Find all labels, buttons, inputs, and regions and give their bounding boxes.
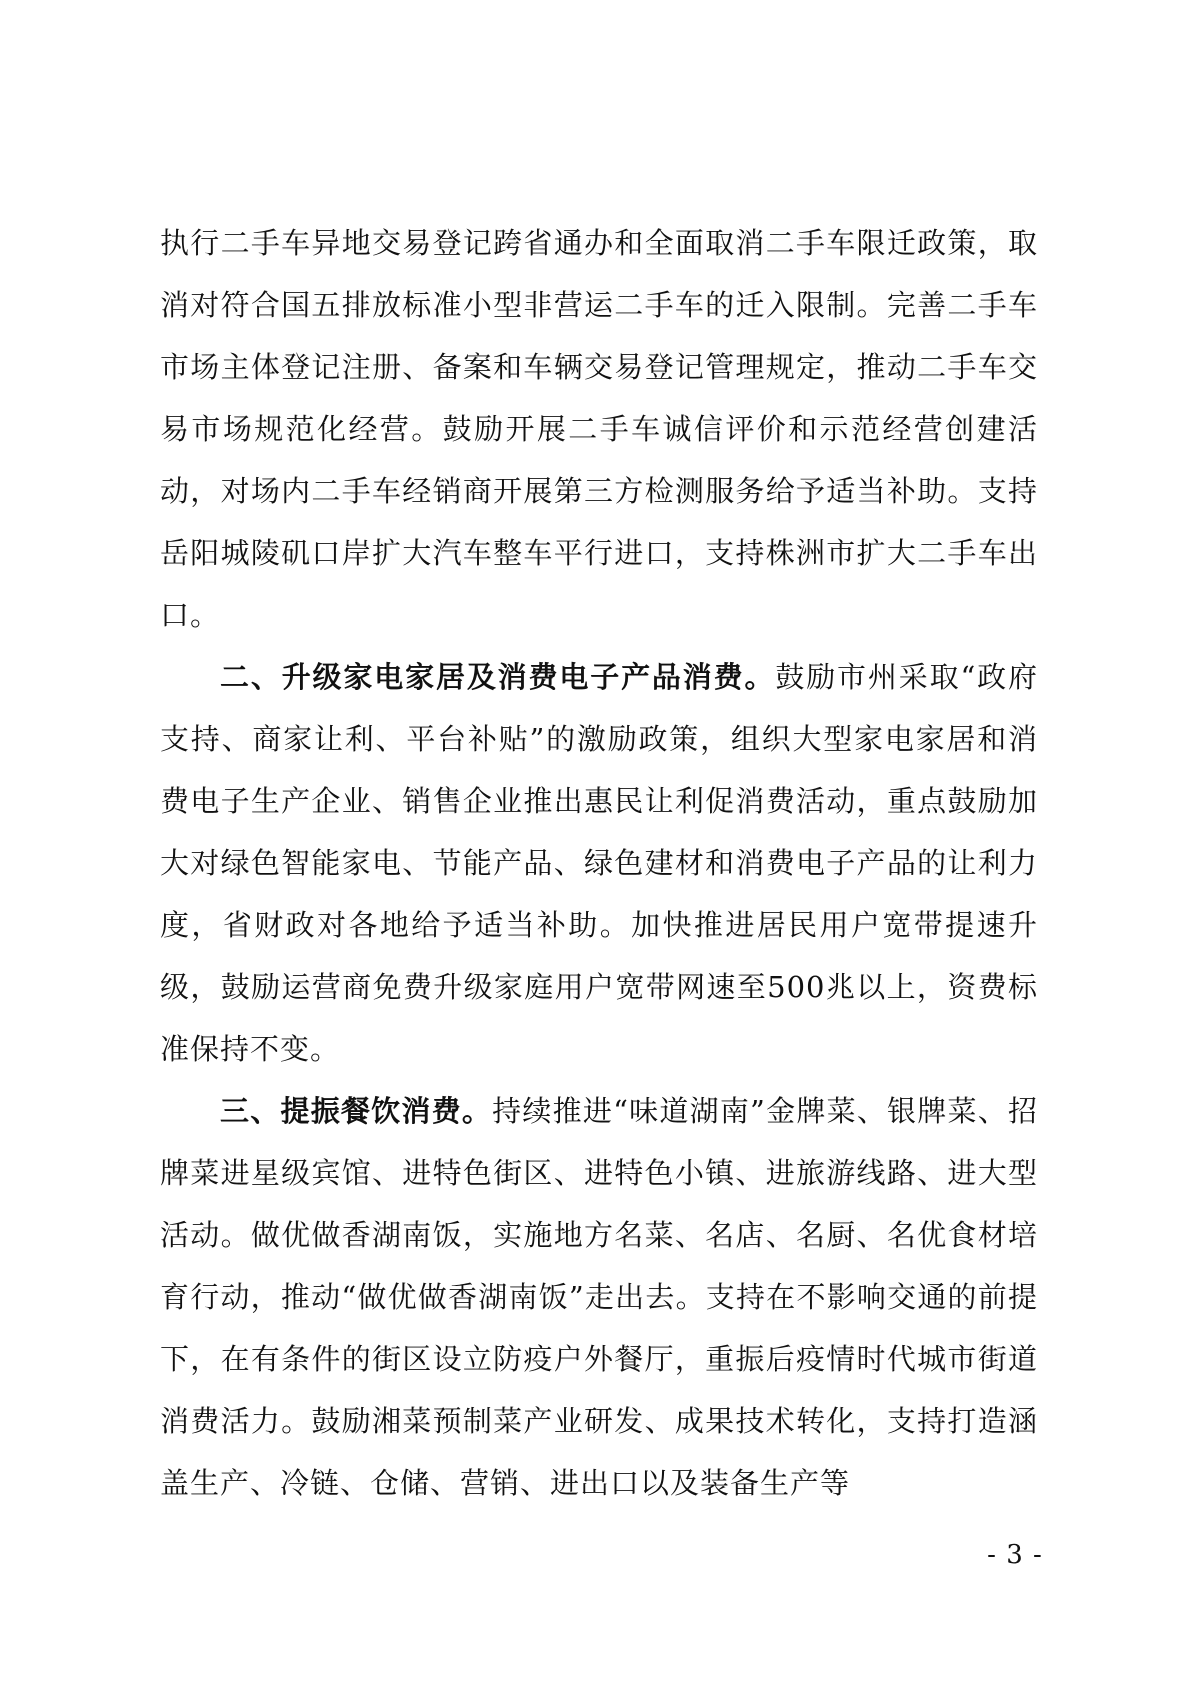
document-body — [160, 212, 1038, 1514]
paragraph-catering — [160, 1080, 1038, 1514]
section-heading-appliances: 二、升级家电家居及消费电子产品消费。 — [220, 660, 776, 694]
paragraph-text: 鼓励市州采取“政府支持、商家让利、平台补贴”的激励政策，组织大型家电家居和消费电子生产企业、销售企业推出惠民让利促消费活动，重点鼓励加大对绿色智能家电、节能产品、绿色建材和消费电子产品的让利力度，省财政对各地给予适当补助。加快推进居民用户宽带提速升级，鼓励运营商免费升级家庭用户宽带网速至500兆以上，资费标准保持不变。 — [160, 660, 1038, 1066]
page-number: - 3 - — [987, 1540, 1043, 1570]
paragraph-text: 持续推进“味道湖南”金牌菜、银牌菜、招牌菜进星级宾馆、进特色街区、进特色小镇、进旅游线路、进大型活动。做优做香湖南饭，实施地方名菜、名店、名厨、名优食材培育行动，推动“做优做香湖南饭”走出去。支持在不影响交通的前提下，在有条件的街区设立防疫户外餐厅，重振后疫情时代城市街道消费活力。鼓励湘菜预制菜产业研发、成果技术转化，支持打造涵盖生产、冷链、仓储、营销、进出口以及装备生产等 — [160, 1094, 1038, 1500]
paragraph-home-appliances — [160, 646, 1038, 1080]
section-heading-catering: 三、提振餐饮消费。 — [220, 1094, 493, 1128]
paragraph-text: 执行二手车异地交易登记跨省通办和全面取消二手车限迁政策，取消对符合国五排放标准小型非营运二手车的迁入限制。完善二手车市场主体登记注册、备案和车辆交易登记管理规定，推动二手车交易市场规范化经营。鼓励开展二手车诚信评价和示范经营创建活动，对场内二手车经销商开展第三方检测服务给予适当补助。支持岳阳城陵矶口岸扩大汽车整车平行进口，支持株洲市扩大二手车出口。 — [160, 226, 1038, 632]
paragraph-used-car-policy — [160, 212, 1038, 646]
